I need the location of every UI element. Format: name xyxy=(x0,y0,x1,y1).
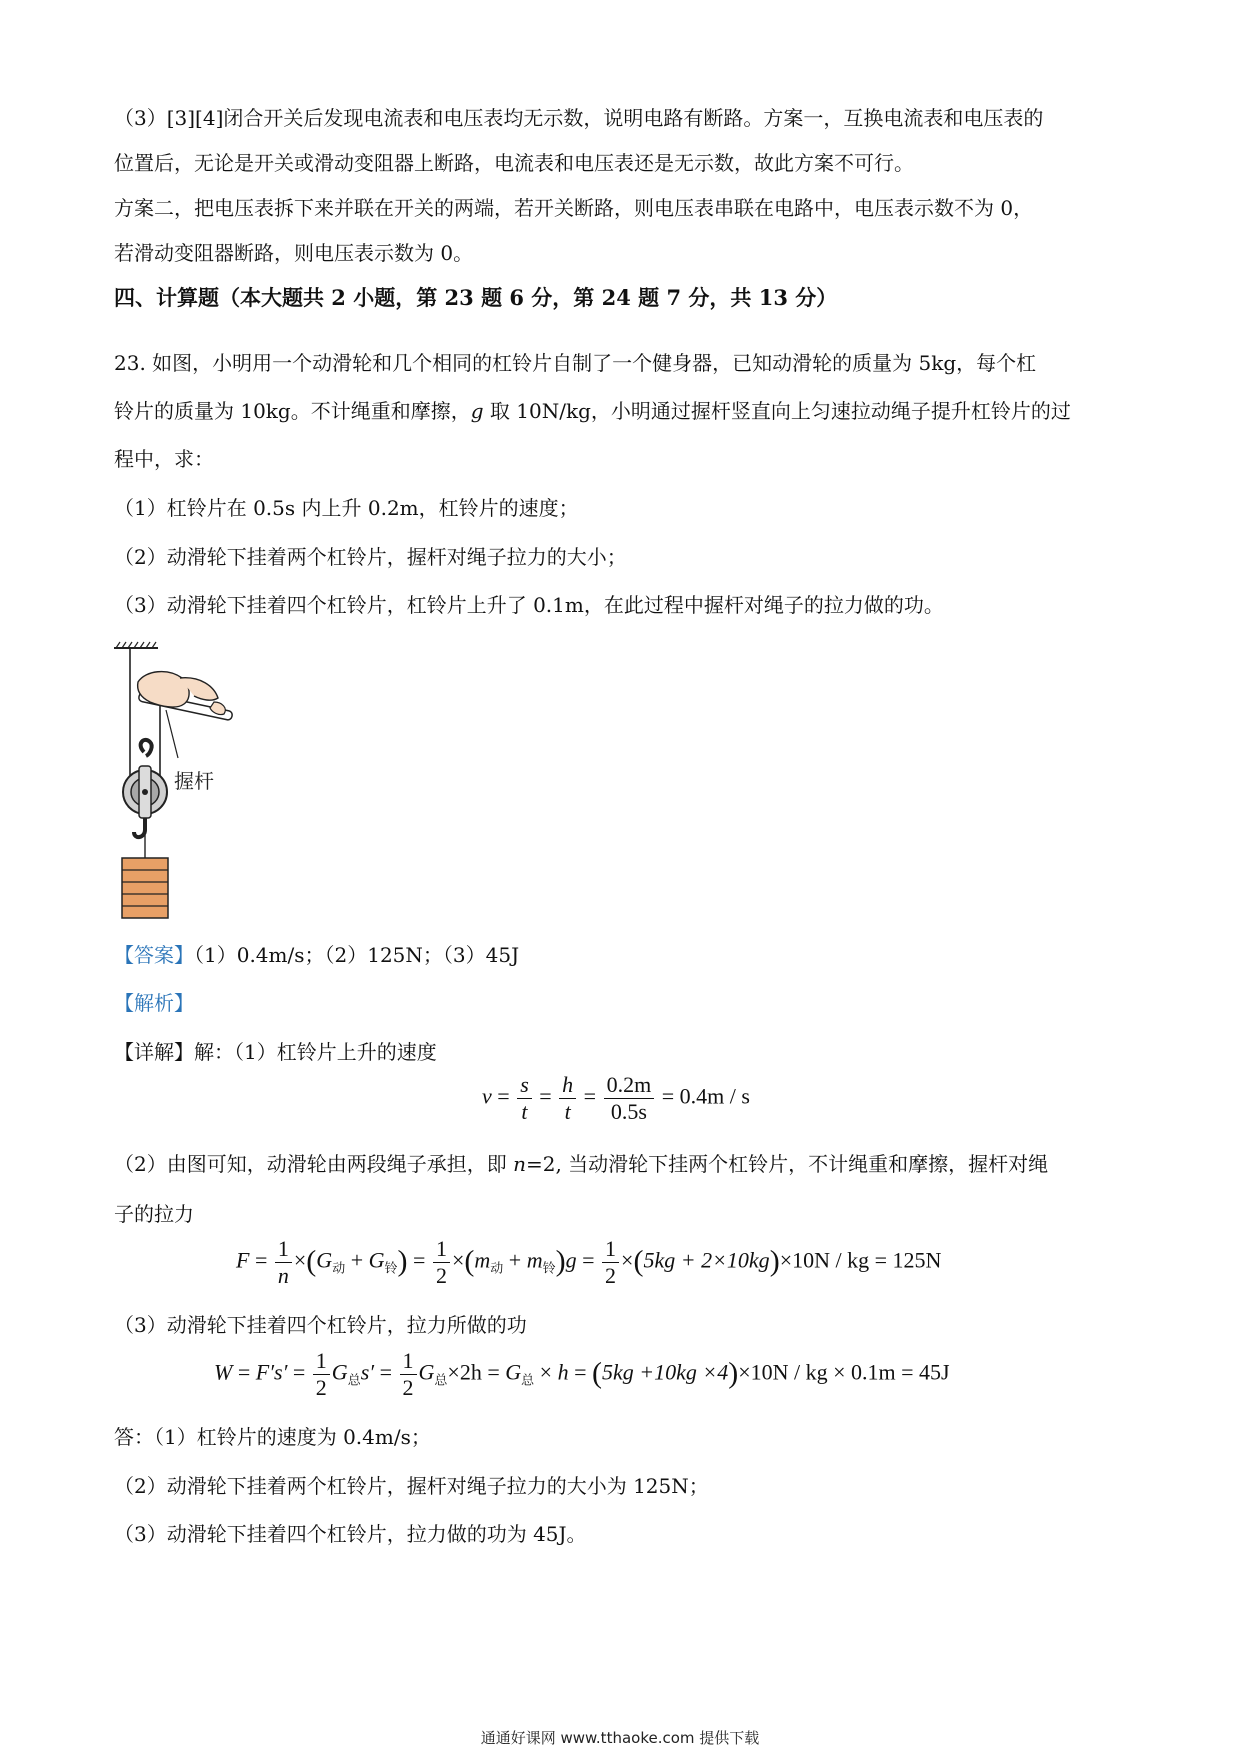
part2-line-1: （2）由图可知，动滑轮由两段绳子承担，即 n=2, 当动滑轮下挂两个杠铃片，不计绳重和摩擦，握杆对绳 xyxy=(114,1152,1049,1176)
answer-tag: 【答案】 xyxy=(114,943,194,967)
answer-text: （1）0.4m/s；（2）125N；（3）45J xyxy=(194,943,520,967)
lower-hook xyxy=(134,818,145,837)
eq2-result: ×10N / kg = 125N xyxy=(779,1247,942,1273)
sub-question-2: （2）动滑轮下挂着两个杠铃片，握杆对绳子拉力的大小； xyxy=(114,545,627,569)
equation-work: W = F′s′ = $\frac{1}{2}$ $G_总s'$ = $\frac{1}{2}$ $G_总\times 2h = G_总 \times h = (5kg +10kg \times 4)\times 10N$ / kg × 0.1m = 45J xyxy=(214,1348,950,1400)
question-23-line-3: 程中，求： xyxy=(114,447,214,471)
hand-grip xyxy=(138,672,233,721)
pulley-figure xyxy=(110,640,350,925)
page-footer: 通通好课网 www.tthaoke.com 提供下载 xyxy=(480,1729,760,1747)
sub-question-3: （3）动滑轮下挂着四个杠铃片，杠铃片上升了 0.1m，在此过程中握杆对绳子的拉力做的功。 xyxy=(114,593,944,617)
q23-line2-part-a: 铃片的质量为 10kg。不计绳重和摩擦， xyxy=(114,399,471,423)
eq3-tail: 5kg +10kg ×4 xyxy=(601,1359,729,1385)
final-answer-3: （3）动滑轮下挂着四个杠铃片，拉力做的功为 45J。 xyxy=(114,1522,587,1546)
text-line-3: 方案二，把电压表拆下来并联在开关的两端，若开关断路，则电压表串联在电路中，电压表示数不为 0， xyxy=(114,196,1034,220)
ceiling-support xyxy=(114,642,158,648)
final-answer-2: （2）动滑轮下挂着两个杠铃片，握杆对绳子拉力的大小为 125N； xyxy=(114,1474,709,1498)
text-line-1: （3）[3][4]闭合开关后发现电流表和电压表均无示数，说明电路有断路。方案一，互换电流表和电压表的 xyxy=(114,106,1044,130)
grip-label: 握杆 xyxy=(174,769,214,793)
eq1-frac-values: $\frac{0.2m}{0.5s}$ xyxy=(604,1072,655,1125)
part2-line-2: 子的拉力 xyxy=(114,1202,194,1226)
eq3-result: ×10N / kg × 0.1m = 45J xyxy=(738,1359,950,1385)
detail-line xyxy=(114,1037,437,1067)
equation-force: F = $\frac{1}{n}$ $\times(G_动 + G_铃)$ = $\frac{1}{2}$ $\times(m_动 + m_铃)g$ = $\frac{1}{2}$ ×(5kg + 2×10kg)×10N / kg = 125N xyxy=(236,1236,942,1288)
upper-hook xyxy=(141,740,152,756)
detail-text: 解：（1）杠铃片上升的速度 xyxy=(194,1040,437,1064)
sub-question-1: （1）杠铃片在 0.5s 内上升 0.2m，杠铃片的速度； xyxy=(114,496,579,520)
n-symbol: n xyxy=(513,1152,526,1176)
analysis-tag: 【解析】 xyxy=(114,991,194,1015)
text-line-4: 若滑动变阻器断路，则电压表示数为 0。 xyxy=(114,241,474,265)
q23-line2-part-b: 取 10N/kg，小明通过握杆竖直向上匀速拉动绳子提升杠铃片的过 xyxy=(483,399,1071,423)
barbell-plates xyxy=(122,858,168,918)
label-pointer xyxy=(166,710,178,758)
part3-line: （3）动滑轮下挂着四个杠铃片，拉力所做的功 xyxy=(114,1313,527,1337)
eq1-v: v xyxy=(482,1083,492,1109)
final-answer-1: 答：（1）杠铃片的速度为 0.4m/s； xyxy=(114,1425,431,1449)
question-23-line-2 xyxy=(114,396,1071,426)
section-heading: 四、计算题（本大题共 2 小题，第 23 题 6 分，第 24 题 7 分，共 13 分） xyxy=(114,285,838,310)
eq1-frac-h-t: $\frac{h}{t}$ xyxy=(559,1072,576,1125)
detail-tag: 【详解】 xyxy=(114,1040,194,1064)
question-23-line-1: 23. 如图，小明用一个动滑轮和几个相同的杠铃片自制了一个健身器，已知动滑轮的质量为 5kg，每个杠 xyxy=(114,351,1037,375)
eq2-tail: 5kg + 2×10kg xyxy=(643,1247,770,1273)
equation-velocity: v = $\frac{s}{t}$ = $\frac{h}{t}$ = $\frac{0.2m}{0.5s}$ = 0.4m / s xyxy=(482,1072,750,1124)
eq1-frac-s-t: $\frac{s}{t}$ xyxy=(517,1072,532,1125)
analysis-line xyxy=(114,988,194,1018)
eq1-result: = 0.4m / s xyxy=(661,1083,750,1109)
answer-line xyxy=(114,940,519,970)
g-symbol: g xyxy=(470,399,484,423)
text-line-2: 位置后，无论是开关或滑动变阻器上断路，电流表和电压表还是无示数，故此方案不可行。 xyxy=(114,151,914,175)
